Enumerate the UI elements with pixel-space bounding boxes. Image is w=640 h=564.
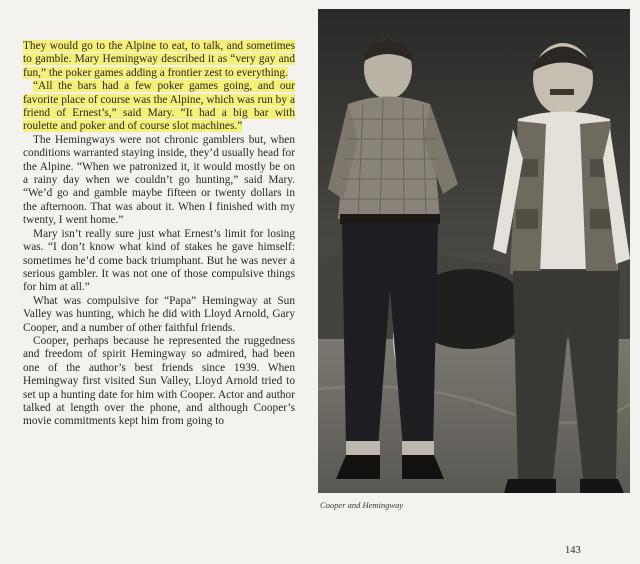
highlighted-text: “All the bars had a few poker games going, and our favorite place of course was the Alpine, which was run by a friend of Ernest’s,” said Mary. “It had a big bar with roulette and poker and of course slot machines.”: [23, 80, 295, 133]
photograph: [318, 9, 630, 493]
paragraph-5: What was compulsive for “Papa” Hemingway at Sun Valley was hunting, which he did with Lloyd Arnold, Gary Cooper, and a number of other faithful friends.: [23, 294, 295, 334]
page-number: 143: [565, 545, 581, 556]
paragraph-2: [23, 80, 295, 134]
photo-illustration: [318, 9, 630, 493]
paragraph-4: Mary isn’t really sure just what Ernest’s limit for losing was. “I don’t know what kind of stakes he gave himself: sometimes he’d come back triumphant. But he was never a serious gambler. It was not one of those compulsive things for him at all.”: [23, 227, 295, 294]
paragraph-6: Cooper, perhaps because he represented the ruggedness and freedom of spirit Hemingway so admired, had been one of the author’s best friends since 1939. When Hemingway first visited Sun Valley, Lloyd Arnold tried to set up a hunting date for him with Cooper. Actor and author talked at length over the phone, and although Cooper’s movie commitments kept him from going to: [23, 334, 295, 428]
paragraph-1: [23, 40, 295, 80]
text-column: [23, 40, 295, 429]
highlighted-text: They would go to the Alpine to eat, to talk, and sometimes to gamble. Mary Hemingway described it as “very gay and fun,” the poker games adding a frontier zest to everything.: [23, 40, 295, 79]
photo-caption: Cooper and Hemingway: [320, 500, 404, 510]
paragraph-3: The Hemingways were not chronic gamblers but, when conditions warranted staying inside, they’d usually head for the Alpine. “When we patronized it, it would mostly be on a rainy day when we couldn’t go hunting,” said Mary. “We’d go and gamble maybe fifteen or twenty dollars in the afternoon. That was about it. When I finished with my twenty, I went home.”: [23, 133, 295, 227]
